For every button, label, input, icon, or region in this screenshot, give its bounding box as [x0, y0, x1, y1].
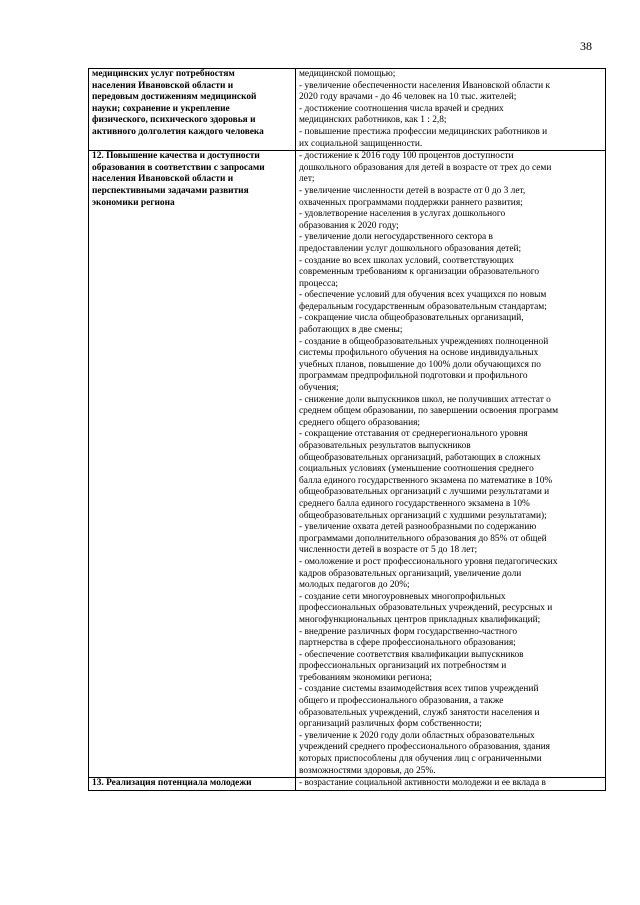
result-line: - сокращение отставания от среднерегионального уровня	[299, 429, 528, 440]
result-line: - обеспечение соответствия квалификации выпускников	[299, 649, 524, 660]
result-line: - сокращение числа общеобразовательных организаций,	[299, 313, 524, 324]
result-line: - омоложение и рост профессионального уровня педагогических	[299, 556, 558, 567]
result-line: - увеличение численности детей в возрасте от 0 до 3 лет,	[299, 185, 526, 196]
result-line: медицинской помощью;	[299, 69, 396, 79]
result-line: охваченных программами поддержки раннего развития;	[299, 197, 523, 208]
goal-line: медицинских услуг потребностям	[92, 69, 235, 79]
result-line: их социальной защищенности.	[299, 138, 423, 149]
result-line: - удовлетворение населения в услугах дошкольного	[299, 209, 506, 220]
result-line: программам предпрофильной подготовки и профильного	[299, 371, 528, 382]
table-row	[89, 151, 606, 778]
goal-cell	[89, 69, 296, 151]
result-line: лет;	[299, 174, 315, 185]
result-line: балла единого государственного экзамена по математике в 10%	[299, 475, 553, 486]
result-line: - создание в общеобразовательных учреждениях полноценной	[299, 336, 549, 347]
result-line: - увеличение обеспеченности населения Ивановской области к	[299, 80, 551, 91]
result-line: современным требованиям к организации образовательного	[299, 267, 540, 278]
result-line: дошкольного образования для детей в возрасте от трех до семи	[299, 162, 552, 173]
result-line: возможностями здоровья, до 25%.	[299, 765, 436, 776]
result-line: системы профильного обучения на основе индивидуальных	[299, 348, 539, 359]
result-line: общеобразовательных организаций, работающих в сложных	[299, 452, 541, 463]
result-line: профессиональных организаций их потребностям и	[299, 661, 507, 672]
result-line: - достижение к 2016 году 100 процентов доступности	[299, 151, 514, 162]
result-line: федеральным государственным образовательным стандартам;	[299, 301, 547, 312]
result-line: общеобразовательных организаций с лучшими результатами и	[299, 487, 550, 498]
result-line: медицинских работников, как 1 : 2,8;	[299, 115, 447, 126]
table-row	[89, 69, 606, 151]
result-line: программами дополнительного образования до 85% от общей	[299, 533, 547, 544]
results-cell	[296, 778, 606, 791]
goal-line: населения Ивановской области и	[92, 80, 234, 91]
result-line: учреждений среднего профессионального образования, здания	[299, 742, 550, 753]
result-line: общего и профессионального образования, а также	[299, 696, 504, 707]
result-line: - достижение соотношения числа врачей и средних	[299, 103, 504, 114]
goal-line: экономики региона	[92, 197, 175, 208]
goal-line: населения Ивановской области и	[92, 174, 234, 185]
goal-cell	[89, 151, 296, 778]
result-line: кадров образовательных организаций, увеличение доли	[299, 568, 522, 579]
goal-line: 13. Реализация потенциала молодежи	[92, 778, 252, 789]
result-line: - увеличение охвата детей разнообразными по содержанию	[299, 522, 537, 533]
result-line: общеобразовательных организаций с худшими результатами);	[299, 510, 547, 521]
goal-line: образования в соответствии с запросами	[92, 162, 265, 173]
results-cell	[296, 151, 606, 778]
result-line: образовательных учреждений, служб занятости населения и	[299, 707, 540, 718]
result-line: - создание системы взаимодействия всех типов учреждений	[299, 684, 539, 695]
result-line: среднем общем образовании, по завершении освоения программ	[299, 406, 559, 417]
goal-line: передовым достижениям медицинской	[92, 92, 257, 103]
result-line: численности детей в возрасте от 5 до 18 лет;	[299, 545, 478, 556]
goal-line: физического, психического здоровья и	[92, 115, 256, 126]
result-line: предоставлении услуг дошкольного образования детей;	[299, 243, 522, 254]
result-line: обучения;	[299, 383, 339, 394]
page-number: 38	[580, 39, 592, 53]
result-line: учебных планов, повышение до 100% доли обучающихся по	[299, 359, 541, 370]
result-line: многофункциональных центров прикладных квалификаций;	[299, 614, 541, 625]
result-line: работающих в две смены;	[299, 325, 403, 336]
result-line: - увеличение доли негосударственного сектора в	[299, 232, 493, 243]
result-line: среднего общего образования;	[299, 417, 421, 428]
result-line: партнерства в сфере профессионального образования;	[299, 638, 516, 649]
goal-line: науки; сохранение и укрепление	[92, 103, 230, 114]
goal-cell	[89, 778, 296, 791]
table-row	[89, 778, 606, 791]
goals-table	[88, 68, 606, 791]
result-line: - обеспечение условий для обучения всех учащихся по новым	[299, 290, 547, 301]
result-line: которых приспособлены для обучения лиц с ограниченными	[299, 754, 542, 765]
result-line: - увеличение к 2020 году доли областных образовательных	[299, 730, 535, 741]
goal-line: перспективными задачами развития	[92, 185, 249, 196]
results-cell	[296, 69, 606, 151]
result-line: профессиональных образовательных учреждений, ресурсных и	[299, 603, 553, 614]
result-line: 2020 году врачами - до 46 человек на 10 тыс. жителей;	[299, 92, 517, 103]
result-line: - создание сети многоуровневых многопрофильных	[299, 591, 506, 602]
result-line: организаций различных форм собственности;	[299, 719, 482, 730]
result-line: социальных условиях (уменьшение соотношения среднего	[299, 464, 534, 475]
result-line: - возрастание социальной активности молодежи и ее вклада в	[299, 778, 546, 789]
result-line: - создание во всех школах условий, соответствующих	[299, 255, 514, 266]
goal-line: 12. Повышение качества и доступности	[92, 151, 260, 162]
result-line: - повышение престижа профессии медицинских работников и	[299, 126, 548, 137]
result-line: образовательных результатов выпускников	[299, 441, 471, 451]
result-line: - снижение доли выпускников школ, не получивших аттестат о	[299, 394, 551, 405]
goal-line: активного долголетия каждого человека	[92, 126, 264, 137]
result-line: требованиям экономики региона;	[299, 672, 432, 683]
result-line: молодых педагогов до 20%;	[299, 580, 410, 591]
result-line: - внедрение различных форм государственно-частного	[299, 626, 518, 637]
result-line: процесса;	[299, 278, 339, 289]
result-line: образования к 2020 году;	[299, 220, 399, 231]
result-line: среднего балла единого государственного экзамена в 10%	[299, 498, 530, 509]
